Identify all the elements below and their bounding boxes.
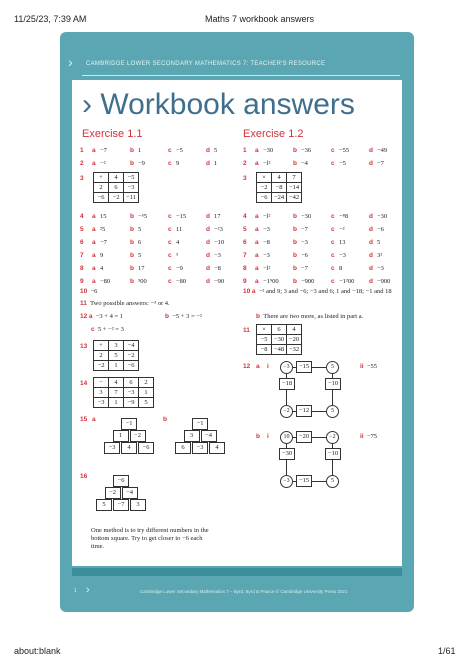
pyramid-brick: −2: [105, 487, 121, 499]
part-letter: b: [130, 147, 134, 154]
part-letter: a: [255, 252, 259, 259]
pyramid-brick: −12: [296, 405, 312, 417]
part-answer: −900: [301, 278, 315, 285]
part-letter: a: [255, 239, 259, 246]
grid-cell: −6: [257, 193, 272, 203]
grid-cell: 6: [272, 325, 287, 335]
ex12-q2-row: [243, 160, 407, 167]
ex11-q6-row: [80, 239, 244, 246]
grid-cell: 5: [109, 351, 124, 361]
part-answer: −90: [214, 278, 225, 285]
part-answer: −10: [214, 239, 225, 246]
grid-cell: −4: [124, 341, 139, 351]
part-answer: −5: [176, 147, 183, 154]
q14-subtraction-grid: [93, 377, 154, 408]
grid-cell: 5: [139, 398, 154, 408]
ex11-q4-row: [80, 213, 244, 220]
part-answer: −3: [339, 252, 346, 259]
part-answer: −9: [138, 160, 145, 167]
part-answer: −7: [377, 160, 384, 167]
part-answer: −3: [263, 252, 270, 259]
part-letter: c: [168, 278, 172, 285]
q15b-label: b: [163, 416, 167, 423]
question-number: 6: [80, 239, 84, 246]
pyramid-brick: −10: [325, 378, 341, 390]
ex12-q10a-answer: −² and 9; 3 and −6; −3 and 6; 1 and −18; −1 and 18: [258, 288, 392, 295]
part-answer: −7: [301, 265, 308, 272]
part-letter: c: [331, 265, 335, 272]
pyramid-brick: 5: [96, 499, 112, 511]
part-answer: −5: [339, 160, 346, 167]
ex12-q12a-ii: ii −55: [360, 363, 378, 370]
ex12-q12a-i-label: i: [267, 363, 269, 370]
resource-header: CAMBRIDGE LOWER SECONDARY MATHEMATICS 7: TEACHER'S RESOURCE: [86, 61, 326, 67]
q3-addition-grid: [93, 172, 139, 203]
part-letter: a: [255, 226, 259, 233]
pyramid-brick: −3: [104, 442, 120, 454]
part-answer: −80: [100, 278, 111, 285]
part-answer: −l²: [263, 265, 271, 272]
part-answer: −9: [176, 265, 183, 272]
pyramid-brick: −18: [279, 378, 295, 390]
part-answer: ³: [176, 252, 178, 259]
ex11-q5-row: [80, 226, 244, 233]
part-letter: c: [168, 213, 172, 220]
pyramid-brick: −7: [113, 499, 129, 511]
q12b-answer: −5 + 3 = −²: [172, 313, 202, 320]
grid-cell: 7: [109, 388, 124, 398]
grid-cell: −: [94, 378, 109, 388]
grid-cell: −24: [272, 193, 287, 203]
question-number: 8: [243, 265, 247, 272]
grid-cell: −5: [124, 173, 139, 183]
part-letter: d: [369, 278, 373, 285]
bottom-band: [72, 568, 402, 576]
part-letter: b: [293, 278, 297, 285]
grid-cell: 2: [94, 351, 109, 361]
part-letter: d: [206, 147, 210, 154]
part-letter: d: [206, 278, 210, 285]
ex12-q6-row: [243, 239, 407, 246]
q12a-answer: −3 + 4 = 1: [95, 313, 123, 320]
part-answer: 5: [214, 147, 218, 154]
loop-circle: −3: [280, 475, 293, 488]
q12b-row: b −5 + 3 = −²: [165, 313, 202, 320]
question-number: 8: [80, 265, 84, 272]
part-answer: −6: [301, 252, 308, 259]
ex12-q10b-answer: There are two more, as listed in part a.: [263, 313, 364, 320]
part-letter: b: [293, 147, 297, 154]
pyramid-brick: 3: [184, 430, 200, 442]
part-answer: 4: [176, 239, 180, 246]
pyramid-brick: 4: [209, 442, 225, 454]
part-letter: d: [369, 213, 373, 220]
part-answer: 5: [138, 226, 142, 233]
pyramid-brick: −1: [121, 418, 137, 430]
grid-cell: 4: [109, 378, 124, 388]
part-letter: d: [369, 160, 373, 167]
part-letter: c: [331, 213, 335, 220]
part-letter: d: [369, 265, 373, 272]
part-answer: 9: [176, 160, 180, 167]
part-answer: −⁵5: [138, 213, 148, 220]
pyramid-brick: −6: [138, 442, 154, 454]
grid-cell: −32: [287, 345, 302, 355]
part-answer: −3: [377, 265, 384, 272]
q12c-row: c 5 + −² = 3: [91, 326, 124, 333]
part-letter: d: [206, 265, 210, 272]
grid-cell: −20: [287, 335, 302, 345]
q13-number: 13: [80, 343, 88, 350]
pyramid-brick: −15: [296, 475, 312, 487]
ex11-q7-row: [80, 252, 244, 259]
part-answer: 9: [100, 252, 104, 259]
part-answer: −²: [100, 160, 106, 167]
part-answer: 5: [377, 239, 381, 246]
part-letter: a: [255, 160, 259, 167]
part-letter: b: [130, 252, 134, 259]
grid-cell: 6: [109, 183, 124, 193]
ex12-q5-row: [243, 226, 407, 233]
ex12-q10b-row: b There are two more, as listed in part a.: [256, 313, 364, 320]
grid-cell: −3: [124, 183, 139, 193]
part-answer: −80: [176, 278, 187, 285]
ex12-q1-row: [243, 147, 407, 154]
pyramid-brick: −20: [296, 431, 312, 443]
ex11-q2-row: [80, 160, 244, 167]
part-letter: c: [331, 278, 335, 285]
chevron-right-icon: ›: [82, 88, 92, 121]
part-letter: c: [168, 226, 172, 233]
grid-cell: 7: [287, 173, 302, 183]
grid-cell: −2: [257, 183, 272, 193]
part-answer: 3²: [377, 252, 383, 259]
q11-answer: Two possible answers: −³ or 4.: [90, 300, 170, 307]
ex12-q8-row: [243, 265, 407, 272]
pyramid-brick: −3: [192, 442, 208, 454]
ex12-q7-row: [243, 252, 407, 259]
q15-number: 15: [80, 416, 88, 423]
part-answer: −7: [301, 226, 308, 233]
part-letter: c: [168, 265, 172, 272]
pyramid-brick: −2: [130, 430, 146, 442]
part-letter: c: [331, 160, 335, 167]
part-letter: a: [92, 147, 96, 154]
footer-text: Cambridge Lower Secondary Mathematics 7 – Byrd, Byrd & Pearce © Cambridge University Press 2021: [140, 589, 348, 594]
part-answer: 6: [138, 239, 142, 246]
ex12-q9-row: [243, 278, 407, 285]
question-number: 9: [80, 278, 84, 285]
grid-cell: 3: [109, 341, 124, 351]
question-number: 2: [243, 160, 247, 167]
loop-circle: 5: [326, 405, 339, 418]
part-answer: ⁹00: [138, 278, 147, 285]
part-letter: c: [331, 147, 335, 154]
header-divider: [82, 75, 400, 76]
grid-cell: 1: [109, 398, 124, 408]
part-letter: c: [168, 252, 172, 259]
grid-cell: +: [94, 173, 109, 183]
grid-cell: −2: [109, 193, 124, 203]
pyramid-brick: 6: [175, 442, 191, 454]
part-answer: −3: [214, 252, 221, 259]
grid-cell: −14: [287, 183, 302, 193]
q16-number: 16: [80, 473, 88, 480]
part-answer: −l²: [263, 213, 271, 220]
ex12-q3-number: 3: [243, 175, 247, 182]
part-answer: −1⁹00: [263, 278, 279, 285]
part-letter: c: [331, 226, 335, 233]
part-letter: d: [369, 147, 373, 154]
grid-cell: −8: [257, 345, 272, 355]
pyramid-brick: −1: [192, 418, 208, 430]
question-number: 5: [243, 226, 247, 233]
part-letter: a: [92, 213, 96, 220]
loop-circle: 5: [326, 475, 339, 488]
pyramid-brick: −10: [325, 448, 341, 460]
part-letter: a: [92, 160, 96, 167]
grid-cell: −3: [94, 398, 109, 408]
grid-cell: 6: [124, 378, 139, 388]
part-answer: −30: [377, 213, 388, 220]
q10-answer: −6: [90, 288, 98, 295]
loop-circle: −2: [280, 405, 293, 418]
part-answer: −36: [301, 147, 312, 154]
part-answer: −²: [339, 226, 345, 233]
grid-cell: −2: [94, 361, 109, 371]
part-answer: −55: [339, 147, 350, 154]
print-page-count: 1/61: [438, 646, 456, 656]
page-title: [82, 88, 355, 122]
grid-cell: 4: [287, 325, 302, 335]
part-letter: c: [331, 252, 335, 259]
ex12-q12b-ii: ii −75: [360, 433, 378, 440]
q12-row: 12 a −3 + 4 = 1: [80, 313, 123, 320]
part-letter: d: [206, 226, 210, 233]
ex12-q12b-ii-answer: −75: [366, 433, 378, 440]
part-answer: 13: [339, 239, 346, 246]
part-letter: c: [168, 239, 172, 246]
print-url: about:blank: [14, 646, 61, 656]
grid-cell: −30: [272, 335, 287, 345]
ex12-q12a-ii-answer: −55: [366, 363, 378, 370]
grid-cell: 2: [94, 183, 109, 193]
part-letter: a: [92, 278, 96, 285]
part-letter: a: [255, 147, 259, 154]
ex12-q11-multiplication-grid: [256, 324, 302, 355]
part-answer: −8: [214, 265, 221, 272]
ex12-q11-number: 11: [243, 327, 250, 334]
q3-number: 3: [80, 175, 84, 182]
part-letter: d: [206, 239, 210, 246]
loop-circle: −2: [326, 431, 339, 444]
part-letter: b: [293, 213, 297, 220]
question-number: 4: [243, 213, 247, 220]
grid-cell: ×: [257, 173, 272, 183]
ex11-q8-row: [80, 265, 244, 272]
part-answer: 4: [100, 265, 104, 272]
part-answer: −8: [263, 239, 270, 246]
part-answer: −⁸8: [339, 213, 349, 220]
part-letter: b: [130, 160, 134, 167]
grid-cell: −2: [124, 351, 139, 361]
grid-cell: ×: [257, 325, 272, 335]
q15a-label: a: [92, 416, 96, 423]
part-answer: −7: [100, 147, 107, 154]
part-letter: a: [255, 278, 259, 285]
loop-circle: −3: [280, 361, 293, 374]
part-letter: a: [255, 213, 259, 220]
part-letter: b: [130, 239, 134, 246]
q16-note: One method is to try different numbers in the bottom square. Try to get closer to −6 each time.: [91, 527, 209, 550]
chevron-right-icon: ›: [86, 584, 90, 596]
loop-circle: 5: [326, 361, 339, 374]
part-letter: b: [293, 265, 297, 272]
part-letter: c: [168, 147, 172, 154]
ex11-q9-row: [80, 278, 244, 285]
part-answer: −49: [377, 147, 388, 154]
part-letter: d: [206, 213, 210, 220]
pyramid-brick: 1: [113, 430, 129, 442]
pyramid-brick: −4: [122, 487, 138, 499]
part-answer: −6: [377, 226, 384, 233]
pyramid-brick: 4: [121, 442, 137, 454]
part-letter: c: [168, 160, 172, 167]
chevron-right-icon: ›: [68, 54, 73, 70]
part-letter: b: [130, 226, 134, 233]
part-answer: 1: [214, 160, 218, 167]
q14-number: 14: [80, 380, 88, 387]
part-answer: ²5: [100, 226, 106, 233]
pyramid-brick: −15: [296, 361, 312, 373]
part-letter: d: [369, 239, 373, 246]
exercise-1-1-heading: Exercise 1.1: [82, 128, 143, 140]
part-letter: b: [130, 213, 134, 220]
grid-cell: −6: [124, 361, 139, 371]
ex12-q12b-i-label: i: [267, 433, 269, 440]
part-letter: c: [331, 239, 335, 246]
part-letter: a: [92, 252, 96, 259]
part-answer: 11: [176, 226, 183, 233]
part-answer: 15: [100, 213, 107, 220]
part-answer: −l²: [263, 160, 271, 167]
grid-cell: −42: [287, 193, 302, 203]
question-number: 6: [243, 239, 247, 246]
ex12-q12-number: 12: [243, 363, 251, 370]
part-letter: b: [293, 226, 297, 233]
grid-cell: −48: [272, 345, 287, 355]
part-letter: a: [92, 239, 96, 246]
question-number: 7: [80, 252, 84, 259]
grid-cell: −3: [124, 388, 139, 398]
question-number: 4: [80, 213, 84, 220]
part-answer: −1²00: [339, 278, 355, 285]
part-answer: −15: [176, 213, 187, 220]
grid-cell: 4: [109, 173, 124, 183]
part-letter: d: [206, 160, 210, 167]
part-letter: a: [255, 265, 259, 272]
part-answer: −3: [301, 239, 308, 246]
page-number: 1: [74, 588, 77, 594]
grid-cell: 2: [139, 378, 154, 388]
ex11-q1-row: [80, 147, 244, 154]
page-title-text: Workbook answers: [100, 88, 355, 121]
grid-cell: 1: [109, 361, 124, 371]
pyramid-brick: −4: [201, 430, 217, 442]
part-letter: d: [369, 226, 373, 233]
print-datetime: 11/25/23, 7:39 AM: [14, 14, 87, 24]
grid-cell: −5: [257, 335, 272, 345]
ex12-q12a-label: a: [256, 363, 260, 370]
part-answer: 1: [138, 147, 142, 154]
part-letter: b: [293, 252, 297, 259]
part-answer: −30: [301, 213, 312, 220]
part-answer: −²3: [214, 226, 223, 233]
part-letter: d: [206, 252, 210, 259]
part-answer: 17: [138, 265, 145, 272]
part-answer: −7: [100, 239, 107, 246]
ex12-q10a-row: 10 a −² and 9; 3 and −6; −3 and 6; 1 and −18; −1 and 18: [243, 288, 392, 295]
part-answer: 17: [214, 213, 221, 220]
part-letter: b: [130, 265, 134, 272]
ex12-q4-row: [243, 213, 407, 220]
question-number: 5: [80, 226, 84, 233]
pyramid-brick: 3: [130, 499, 146, 511]
grid-cell: −6: [94, 193, 109, 203]
pyramid-brick: −6: [113, 475, 129, 487]
part-answer: −30: [263, 147, 274, 154]
part-letter: b: [130, 278, 134, 285]
part-answer: −4: [301, 160, 308, 167]
q12c-answer: 5 + −² = 3: [97, 326, 124, 333]
part-answer: −3: [263, 226, 270, 233]
part-letter: d: [369, 252, 373, 259]
q13-addition-grid: [93, 340, 139, 371]
question-number: 1: [80, 147, 84, 154]
grid-cell: 4: [272, 173, 287, 183]
question-number: 2: [80, 160, 84, 167]
part-letter: a: [92, 265, 96, 272]
grid-cell: −11: [124, 193, 139, 203]
question-number: 1: [243, 147, 247, 154]
part-answer: 8: [339, 265, 343, 272]
grid-cell: 3: [94, 388, 109, 398]
part-letter: a: [92, 226, 96, 233]
question-number: 9: [243, 278, 247, 285]
part-answer: −900: [377, 278, 391, 285]
part-answer: 5: [138, 252, 142, 259]
q10-row: 10 −6: [80, 288, 98, 295]
pyramid-brick: −30: [279, 448, 295, 460]
exercise-1-2-heading: Exercise 1.2: [243, 128, 304, 140]
grid-cell: 1: [139, 388, 154, 398]
ex12-q12b-label: b: [256, 433, 260, 440]
part-letter: b: [293, 239, 297, 246]
part-letter: b: [293, 160, 297, 167]
question-number: 7: [243, 252, 247, 259]
q11-row: 11 Two possible answers: −³ or 4.: [80, 300, 170, 307]
grid-cell: −8: [272, 183, 287, 193]
grid-cell: −9: [124, 398, 139, 408]
grid-cell: +: [94, 341, 109, 351]
print-doc-title: Maths 7 workbook answers: [205, 14, 315, 24]
loop-circle: 10: [280, 431, 293, 444]
ex12-q3-multiplication-grid: [256, 172, 302, 203]
